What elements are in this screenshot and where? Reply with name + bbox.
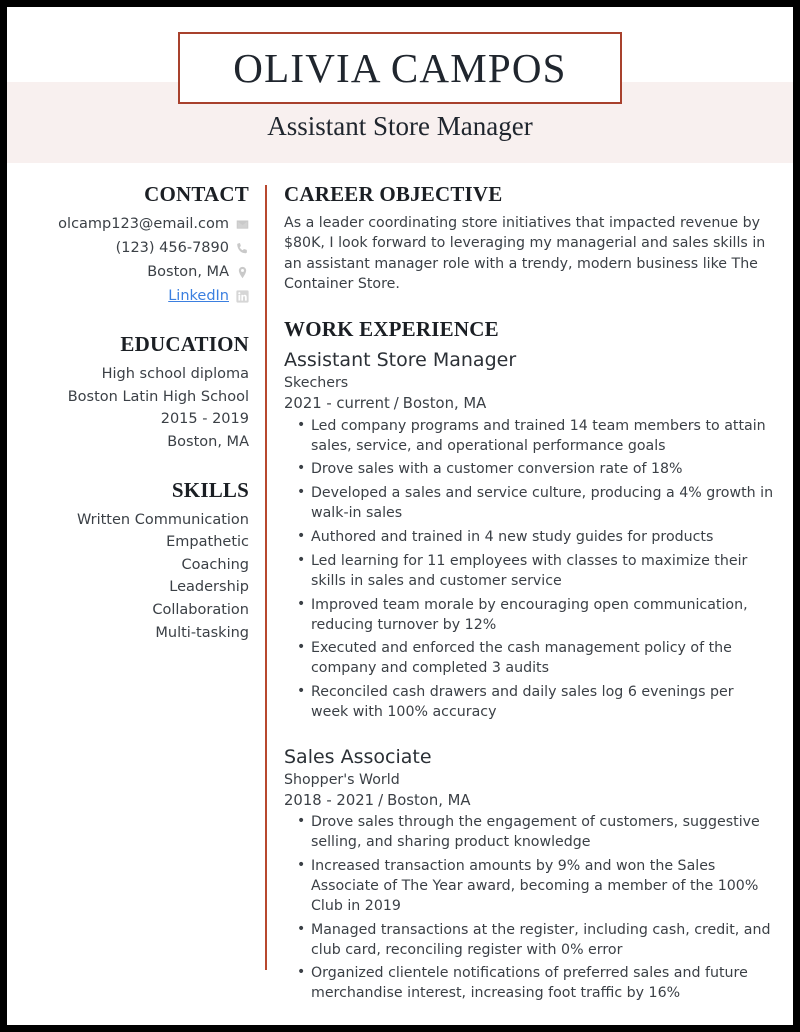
work-experience-heading: WORK EXPERIENCE (284, 317, 499, 342)
skills-list (29, 510, 249, 643)
envelope-icon (236, 218, 249, 231)
education-dates: 2015 - 2019 (160, 411, 249, 428)
contact-item-linkedin[interactable] (29, 286, 249, 307)
resume-header (7, 7, 793, 165)
skill-item: Empathetic (166, 534, 249, 551)
job-bullet: • Improved team morale by encouraging open communication, reducing turnover by 12% (311, 596, 775, 636)
contact-heading: CONTACT (144, 182, 249, 206)
job-bullets (284, 813, 775, 1004)
work-experience-section (284, 318, 775, 1004)
skill-item: Leadership (169, 579, 249, 596)
candidate-name: OLIVIA CAMPOS (233, 44, 567, 91)
education-heading: EDUCATION (120, 332, 249, 357)
job-meta (284, 393, 775, 414)
job-bullet: • Drove sales through the engagement of customers, suggestive selling, and sharing product knowledge (311, 813, 775, 853)
career-objective-heading: CAREER OBJECTIVE (284, 182, 503, 206)
job-dates: 2018 - 2021 (284, 791, 375, 809)
contact-email-text: olcamp123@email.com (58, 216, 229, 233)
skills-heading: SKILLS (171, 477, 249, 502)
skill-item: Multi-tasking (155, 624, 249, 641)
contact-item-location (29, 262, 249, 283)
contact-item-email[interactable] (29, 214, 249, 235)
education-list (29, 364, 249, 452)
job-location: Boston, MA (402, 395, 487, 413)
education-school: Boston Latin High School (67, 388, 249, 405)
contact-section (29, 183, 249, 307)
education-section (29, 333, 249, 452)
job-bullet: • Executed and enforced the cash management policy of the company and completed 3 audits (311, 639, 775, 679)
job-bullet: • Drove sales with a customer conversion rate of 18% (311, 460, 775, 480)
education-degree: High school diploma (101, 366, 249, 383)
career-objective-text: As a leader coordinating store initiatives that impacted revenue by $80K, I look forward to leveraging my managerial and sales skills in an assistant manager role with a trendy, modern business like The Container Store. (284, 215, 766, 292)
name-box (178, 32, 622, 104)
main-content (267, 183, 793, 1010)
job-bullet: • Increased transaction amounts by 9% and won the Sales Associate of The Year award, becoming a member of the 100% Club in 2019 (311, 857, 775, 917)
job-entry (284, 348, 775, 723)
contact-list (29, 214, 249, 307)
skills-section (29, 479, 249, 644)
job-location: Boston, MA (387, 791, 471, 809)
candidate-job-title: Assistant Store Manager (267, 111, 533, 141)
job-bullet: • Led company programs and trained 14 team members to attain sales, service, and operational performance goals (311, 417, 775, 457)
contact-item-phone[interactable] (29, 238, 249, 259)
job-meta-separator: / (393, 395, 399, 413)
skill-item: Collaboration (152, 601, 249, 618)
job-role: Assistant Store Manager (284, 349, 517, 372)
phone-icon (236, 242, 249, 255)
location-pin-icon (236, 266, 249, 279)
job-meta (284, 790, 775, 811)
sidebar (7, 183, 265, 1010)
job-entry (284, 745, 775, 1004)
skill-item: Coaching (181, 556, 249, 573)
job-spacer (284, 729, 775, 745)
job-bullet: • Led learning for 11 employees with classes to maximize their skills in sales and customer service (311, 552, 775, 592)
education-location: Boston, MA (167, 433, 249, 450)
contact-phone-text: (123) 456-7890 (115, 240, 229, 257)
resume-body (7, 165, 793, 1010)
career-objective-section (284, 183, 775, 294)
job-bullet: • Organized clientele notifications of preferred sales and future merchandise interest, increasing foot traffic by 16% (311, 964, 775, 1004)
job-role: Sales Associate (284, 745, 432, 768)
linkedin-icon[interactable] (236, 290, 249, 303)
job-dates: 2021 - current (284, 395, 390, 413)
job-meta-separator: / (378, 791, 384, 809)
contact-location-text: Boston, MA (147, 264, 229, 281)
contact-linkedin-link[interactable]: LinkedIn (168, 288, 229, 305)
job-bullet: • Developed a sales and service culture, producing a 4% growth in walk-in sales (311, 484, 775, 524)
skill-item: Written Communication (76, 511, 249, 528)
job-bullet: • Reconciled cash drawers and daily sales log 6 evenings per week with 100% accuracy (311, 683, 775, 723)
job-bullets (284, 417, 775, 723)
job-company: Skechers (284, 375, 349, 392)
job-bullet: • Authored and trained in 4 new study guides for products (311, 528, 775, 548)
job-bullet: • Managed transactions at the register, including cash, credit, and club card, reconciling register with 0% error (311, 921, 775, 961)
job-company: Shopper's World (284, 771, 400, 788)
